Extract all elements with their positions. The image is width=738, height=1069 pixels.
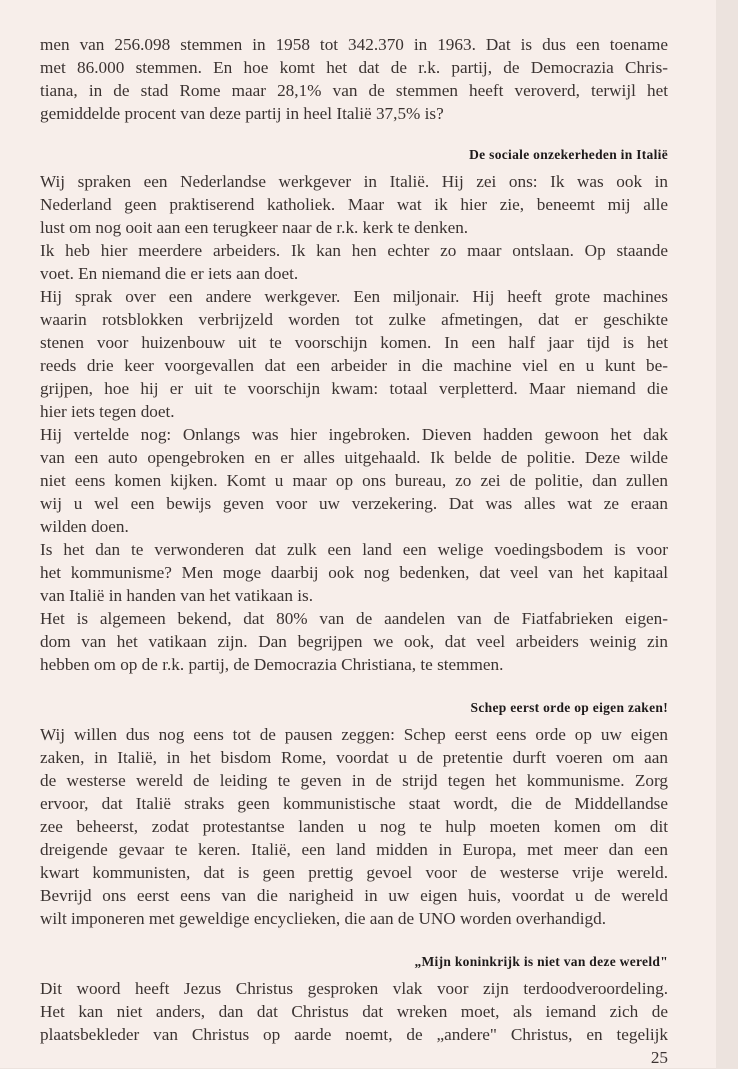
section	[40, 145, 668, 676]
text-line: Dit woord heeft Jezus Christus gesproken vlak voor zijn terdoodveroordeling.	[40, 979, 668, 998]
text-line: zaken, in Italië, in het bisdom Rome, voordat u de pretentie durft voeren om aan	[40, 748, 668, 767]
text-line: tiana, in de stad Rome maar 28,1% van de stemmen heeft veroverd, terwijl het	[40, 81, 668, 100]
paragraph	[40, 170, 668, 239]
text-line: de westerse wereld de leiding te geven in de strijd tegen het kommunisme. Zorg	[40, 771, 668, 790]
text-line: dreigende gevaar te keren. Italië, een land midden in Europa, met meer dan een	[40, 840, 668, 859]
text-line: wilt imponeren met geweldige encyclieken, die aan de UNO worden overhandigd.	[40, 909, 607, 928]
section	[40, 952, 668, 1046]
paragraph	[40, 33, 668, 125]
text-line: voet. En niemand die er iets aan doet.	[40, 264, 299, 283]
text-line: Wij willen dus nog eens tot de pausen zeggen: Schep eerst eens orde op uw eigen	[40, 725, 668, 744]
text-line: gemiddelde procent van deze partij in heel Italië 37,5% is?	[40, 104, 444, 123]
text-line: reeds drie keer voorgevallen dat een arbeider in die machine viel en u kunt be-	[40, 356, 668, 375]
section-heading: „Mijn koninkrijk is niet van deze wereld"	[414, 954, 668, 969]
text-line: dom van het vatikaan zijn. Dan begrijpen we ook, dat veel arbeiders weinig zin	[40, 632, 668, 651]
text-line: niet eens komen kijken. Komt u maar op ons bureau, zo zei de politie, dan zullen	[40, 471, 668, 490]
text-line: men van 256.098 stemmen in 1958 tot 342.370 in 1963. Dat is dus een toename	[40, 35, 668, 54]
text-line: lust om nog ooit aan een terugkeer naar de r.k. kerk te denken.	[40, 218, 469, 237]
text-line: met 86.000 stemmen. En hoe komt het dat de r.k. partij, de Democrazia Chris-	[40, 58, 668, 77]
text-line: wij u wel een bewijs geven voor uw verzekering. Dat was alles wat ze eraan	[40, 494, 668, 513]
text-line: hier iets tegen doet.	[40, 402, 175, 421]
paragraph	[40, 977, 668, 1046]
paragraph	[40, 423, 668, 538]
paragraph	[40, 538, 668, 607]
paragraph	[40, 239, 668, 285]
section	[40, 698, 668, 930]
text-line: Wij spraken een Nederlandse werkgever in Italië. Hij zei ons: Ik was ook in	[40, 172, 668, 191]
text-line: hebben om op de r.k. partij, de Democrazia Christiana, te stemmen.	[40, 655, 504, 674]
paragraph	[40, 607, 668, 676]
page-text	[40, 33, 668, 1069]
text-line: Is het dan te verwonderen dat zulk een land een welige voedingsbodem is voor	[40, 540, 668, 559]
text-line: Nederland geen praktiserend katholiek. Maar wat ik hier zie, beneemt mij alle	[40, 195, 668, 214]
paragraph	[40, 285, 668, 423]
text-line: Bevrijd ons eerst eens van die narigheid in uw eigen huis, voordat u de wereld	[40, 886, 668, 905]
text-line: Hij vertelde nog: Onlangs was hier ingebroken. Dieven hadden gewoon het dak	[40, 425, 668, 444]
text-line: Het kan niet anders, dan dat Christus dat wreken moet, als iemand zich de	[40, 1002, 668, 1021]
text-line: van Italië in handen van het vatikaan is.	[40, 586, 313, 605]
text-line: stenen voor huizenbouw uit te voorschijn komen. In een half jaar tijd is het	[40, 333, 668, 352]
text-line: Hij sprak over een andere werkgever. Een miljonair. Hij heeft grote machines	[40, 287, 668, 306]
section-heading: De sociale onzekerheden in Italië	[469, 147, 668, 162]
text-line: grijpen, hoe hij er uit te voorschijn kwam: totaal verpletterd. Maar niemand die	[40, 379, 668, 398]
text-line: het kommunisme? Men moge daarbij ook nog bedenken, dat veel van het kapitaal	[40, 563, 668, 582]
text-line: wilden doen.	[40, 517, 129, 536]
text-line: kwart kommunisten, dat is geen prettig gevoel voor de westerse vrije wereld.	[40, 863, 668, 882]
section	[40, 33, 668, 125]
text-line: waarin rotsblokken verbrijzeld worden tot zulke afmetingen, dat er geschikte	[40, 310, 668, 329]
paragraph	[40, 723, 668, 930]
page-number: 25	[650, 1048, 668, 1067]
text-line: van een auto opengebroken en er alles uitgehaald. Ik belde de politie. Deze wilde	[40, 448, 668, 467]
text-line: Het is algemeen bekend, dat 80% van de aandelen van de Fiatfabrieken eigen-	[40, 609, 668, 628]
section-heading: Schep eerst orde op eigen zaken!	[470, 700, 668, 715]
text-line: zee beheerst, zodat protestantse landen u nog te hulp moeten komen om dit	[40, 817, 668, 836]
text-line: Ik heb hier meerdere arbeiders. Ik kan hen echter zo maar ontslaan. Op staande	[40, 241, 668, 260]
text-line: plaatsbekleder van Christus op aarde noemt, de „andere" Christus, en tegelijk	[40, 1025, 668, 1044]
text-line: ervoor, dat Italië straks geen kommunistische staat wordt, die de Middellandse	[40, 794, 668, 813]
